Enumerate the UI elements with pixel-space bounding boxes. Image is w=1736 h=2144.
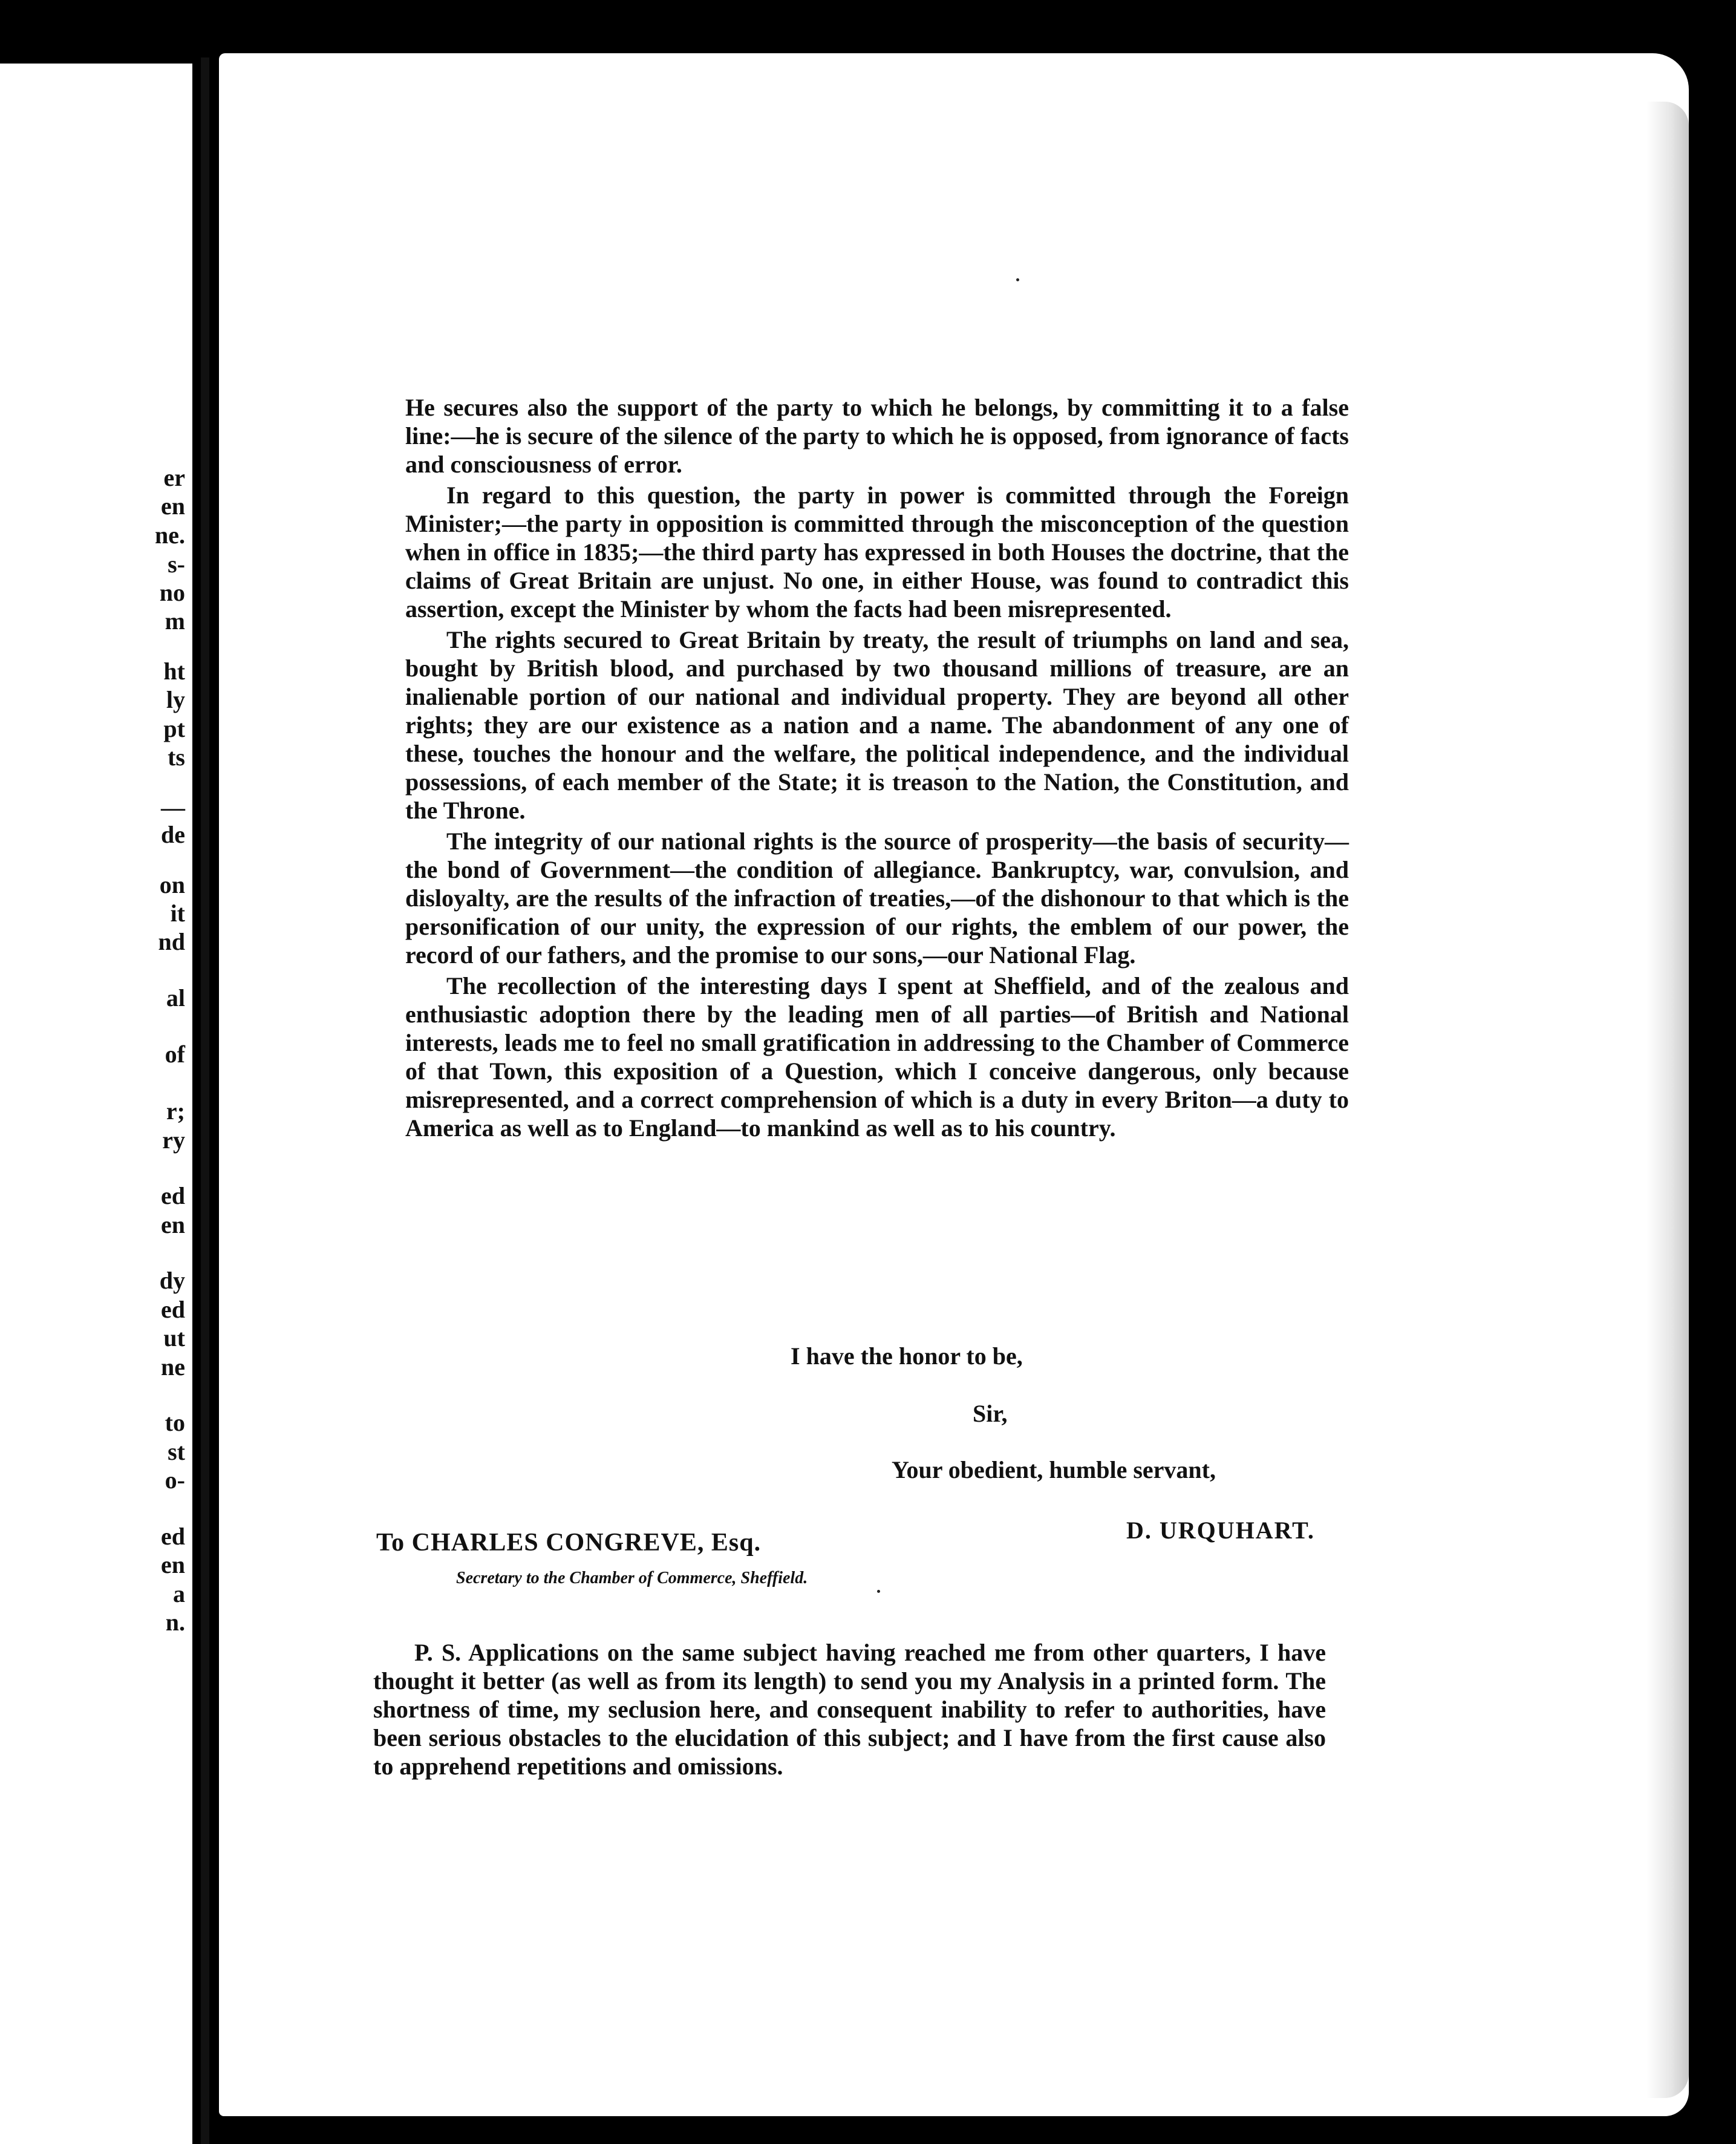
facing-text-fragment: ry bbox=[162, 1126, 185, 1154]
addressee-title: Secretary to the Chamber of Commerce, Sheffield. bbox=[456, 1569, 808, 1587]
facing-text-fragment: a bbox=[173, 1580, 185, 1607]
facing-text-fragment: st bbox=[168, 1438, 185, 1465]
facing-text-fragment: en bbox=[161, 1551, 185, 1578]
facing-text-fragment: dy bbox=[159, 1267, 185, 1294]
paragraph: The recollection of the interesting days I spent at Sheffield, and of the zealous and enthusiastic adoption there by the leading men of all parties—of British and National interests, leads me to feel no small gratification in addressing to the Chamber of Commerce of that Town, this exposition of a Question, which I conceive dangerous, only because misrepresented, and a correct comprehension of which is a duty in every Briton—a duty to America as well as to England—to mankind as well as to his country. bbox=[405, 972, 1349, 1142]
facing-text-fragment: pt bbox=[163, 715, 185, 742]
facing-text-fragment: ut bbox=[163, 1324, 185, 1351]
facing-text-fragment: ed bbox=[161, 1296, 185, 1323]
closing-salutation: Sir, bbox=[973, 1400, 1008, 1427]
signature: D. URQUHART. bbox=[1126, 1517, 1315, 1544]
postscript-text: P. S. Applications on the same subject having reached me from other quarters, I have thought it better (as well as from its length) to send you my Analysis in a printed form. The shortness of time, my seclusion here, and consequent inability to refer to authorities, have been serious obstacles to the elucidation of this subject; and I have from the first cause also to apprehend repetitions and omissions. bbox=[373, 1639, 1326, 1780]
facing-text-fragment: no bbox=[159, 579, 185, 606]
facing-text-fragment: er bbox=[163, 464, 185, 491]
facing-text-fragment: ht bbox=[163, 658, 185, 685]
closing-servant: Your obedient, humble servant, bbox=[892, 1456, 1216, 1483]
facing-page-strip bbox=[0, 64, 192, 2144]
paragraph: He secures also the support of the party to which he belongs, by committing it to a false line:—he is secure of the silence of the party to which he is opposed, from ignorance of facts and consciousness of error. bbox=[405, 394, 1349, 478]
document-page bbox=[219, 53, 1689, 2116]
facing-text-fragment: — bbox=[161, 794, 185, 821]
postscript bbox=[373, 1638, 1326, 1780]
addressee: To CHARLES CONGREVE, Esq. bbox=[376, 1529, 762, 1557]
facing-text-fragment: ed bbox=[161, 1182, 185, 1209]
closing-line: I have the honor to be, bbox=[791, 1342, 1023, 1370]
facing-text-fragment: ne bbox=[161, 1353, 185, 1381]
facing-text-fragment: ly bbox=[166, 686, 185, 713]
ink-speck bbox=[877, 1590, 880, 1593]
letter-body bbox=[405, 393, 1349, 1145]
facing-text-fragment: nd bbox=[158, 928, 185, 955]
facing-text-fragment: de bbox=[161, 821, 185, 848]
page-edge-shadow bbox=[1646, 102, 1689, 2098]
facing-text-fragment: s- bbox=[168, 551, 185, 578]
facing-text-fragment: of bbox=[165, 1041, 185, 1068]
book-gutter-line bbox=[201, 57, 209, 2144]
facing-text-fragment: ne. bbox=[155, 521, 185, 549]
facing-text-fragment: n. bbox=[165, 1609, 185, 1636]
facing-text-fragment: ts bbox=[168, 744, 185, 771]
facing-text-fragment: r; bbox=[166, 1097, 185, 1125]
facing-text-fragment: m bbox=[165, 607, 185, 635]
facing-text-fragment: al bbox=[166, 984, 185, 1012]
facing-text-fragment: ed bbox=[161, 1523, 185, 1550]
facing-text-fragment: en bbox=[161, 492, 185, 520]
paragraph: The rights secured to Great Britain by treaty, the result of triumphs on land and sea, bought by British blood, and purchased by two thousand millions of treasure, are an inalienable portion of our national and individual property. They are beyond all other rights; they are our existence as a nation and a name. The abandonment of any one of these, touches the honour and the welfare, the political independence, and the individual possessions, of each member of the State; it is treason to the Nation, the Constitution, and the Throne. bbox=[405, 626, 1349, 824]
paragraph: In regard to this question, the party in power is committed through the Foreign Minister;—the party in opposition is committed through the misconception of the question when in office in 1835;—the third party has expressed in both Houses the doctrine, that the claims of Great Britain are unjust. No one, in either House, was found to contradict this assertion, except the Minister by whom the facts had been misrepresented. bbox=[405, 482, 1349, 623]
facing-text-fragment: en bbox=[161, 1211, 185, 1238]
facing-text-fragment: o- bbox=[165, 1466, 185, 1494]
paragraph: The integrity of our national rights is the source of prosperity—the basis of security—the bond of Government—the condition of allegiance. Bankruptcy, war, convulsion, and disloyalty, are the results of the infraction of treaties,—of the dishonour to that which is the personification of our unity, the expression of our rights, the emblem of our power, the record of our fathers, and the promise to our sons,—our National Flag. bbox=[405, 828, 1349, 969]
ink-speck bbox=[1016, 278, 1019, 281]
facing-text-fragment: to bbox=[165, 1409, 185, 1436]
facing-text-fragment: it bbox=[170, 900, 185, 927]
facing-text-fragment: on bbox=[159, 871, 185, 898]
